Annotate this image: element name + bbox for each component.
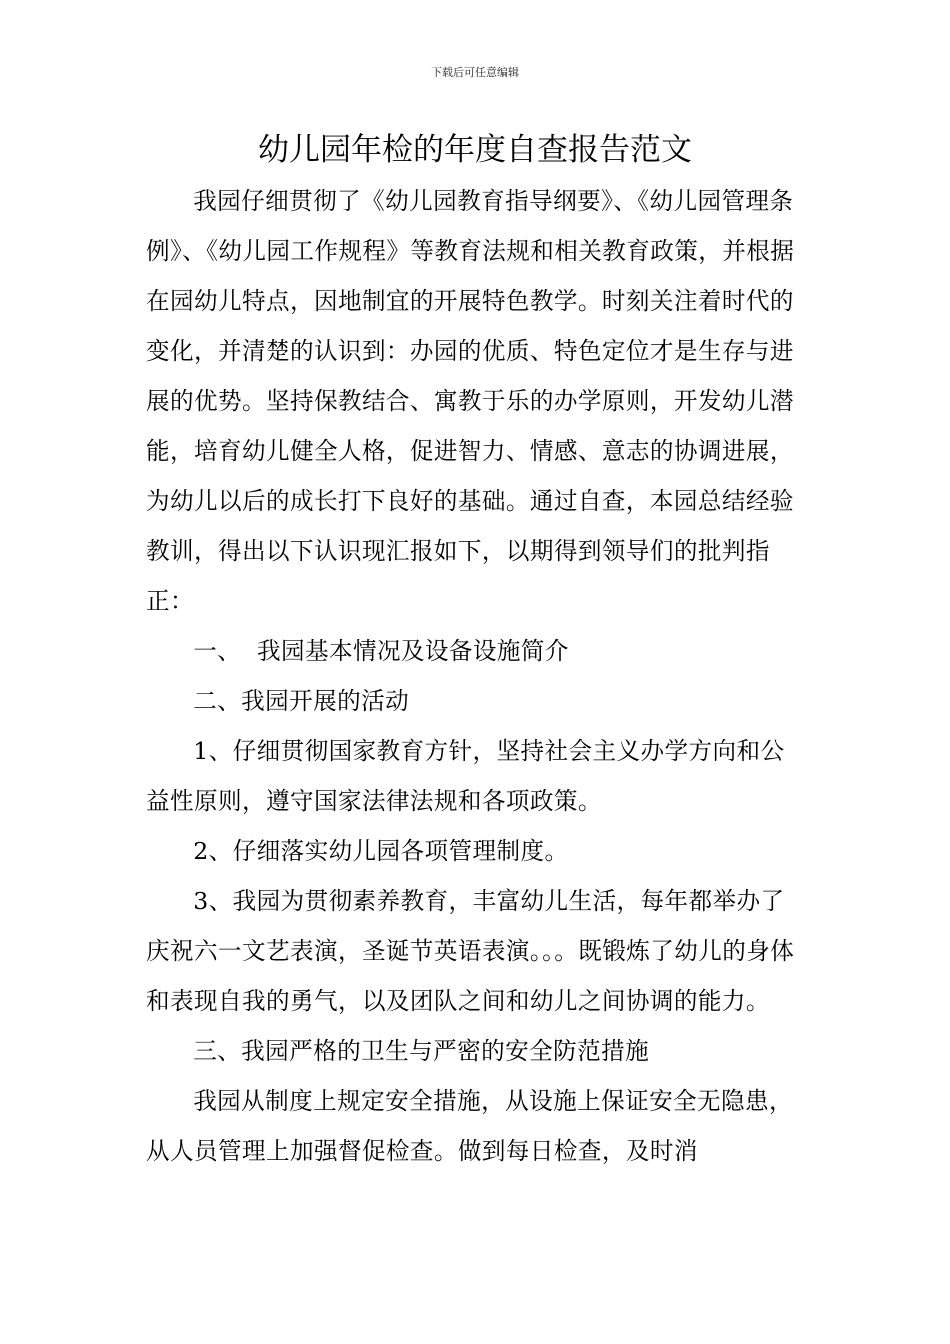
paragraph-intro: 我园仔细贯彻了《幼儿园教育指导纲要》、《幼儿园管理条例》、《幼儿园工作规程》等教育法规和相关教育政策，并根据在园幼儿特点，因地制宜的开展特色教学。时刻关注着时代的变化，并清楚的认识到：办园的优质、特色定位才是生存与进展的优势。坚持保教结合、寓教于乐的办学原则，开发幼儿潜能，培育幼儿健全人格，促进智力、情感、意志的协调进展，为幼儿以后的成长打下良好的基础。通过自查，本园总结经验教训，得出以下认识现汇报如下，以期得到领导们的批判指正： [146, 187, 795, 615]
document-title: 幼儿园年检的年度自查报告范文 [258, 132, 692, 168]
list-item-2: 2、仔细落实幼儿园各项管理制度。 [193, 837, 569, 865]
paragraph-safety: 我园从制度上规定安全措施，从设施上保证安全无隐患，从人员管理上加强督促检查。做到每日检查，及时消 [146, 1087, 794, 1165]
section-heading-1: 一、 我园基本情况及设备设施简介 [193, 637, 569, 665]
section-heading-2: 二、我园开展的活动 [193, 687, 410, 715]
section-heading-3: 三、我园严格的卫生与严密的安全防范措施 [193, 1037, 650, 1065]
list-item-3: 3、我园为贯彻素养教育，丰富幼儿生活，每年都举办了庆祝六一文艺表演，圣诞节英语表演。。。既锻炼了幼儿的身体和表现自我的勇气，以及团队之间和幼儿之间协调的能力。 [146, 887, 795, 1015]
list-item-1: 1、仔细贯彻国家教育方针，坚持社会主义办学方向和公益性原则，遵守国家法律法规和各项政策。 [146, 737, 785, 815]
document-body [146, 176, 808, 1176]
header-note: 下载后可任意编辑 [431, 66, 519, 79]
